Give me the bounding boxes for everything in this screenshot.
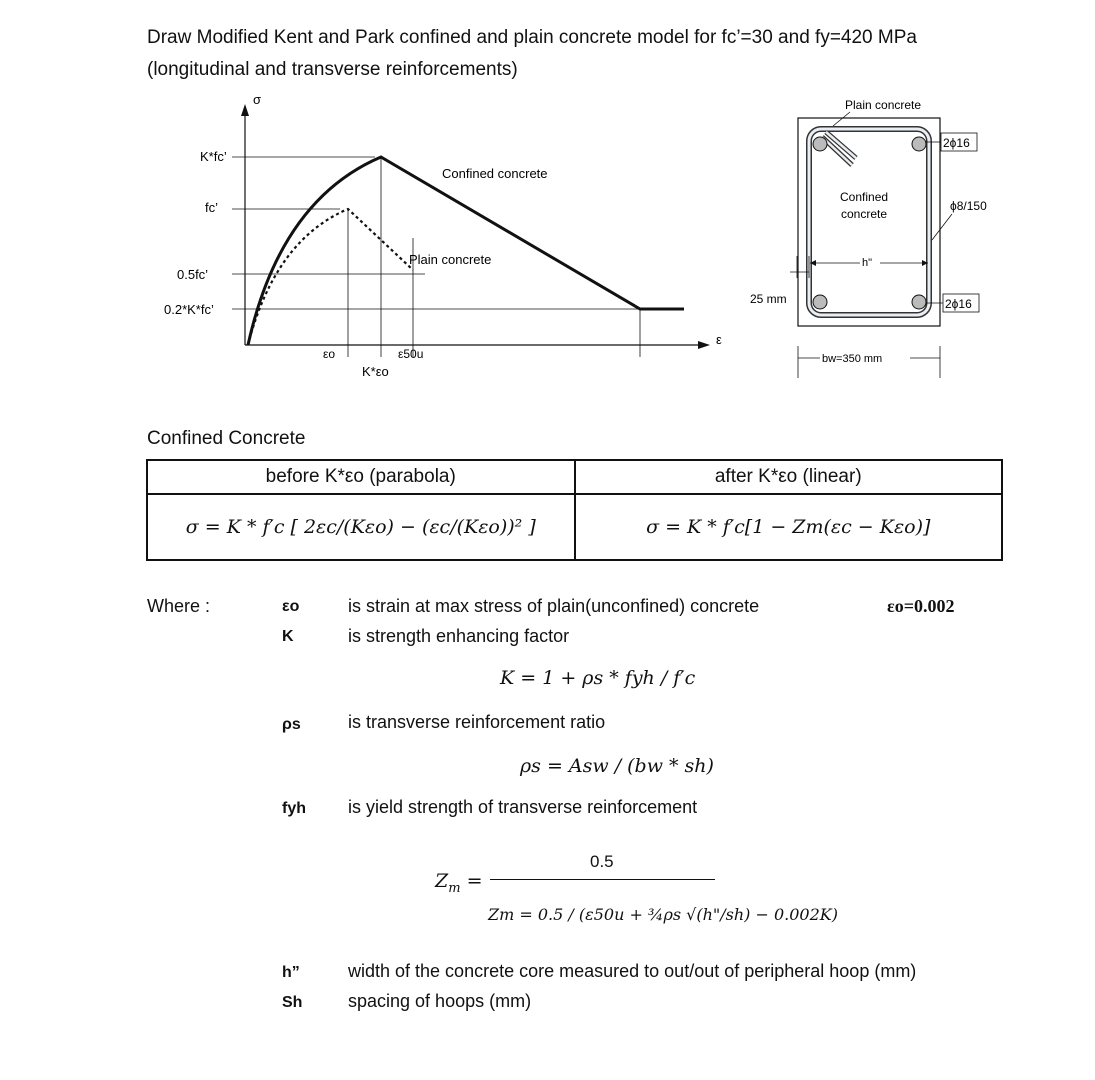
confined-label: Confined concrete bbox=[442, 166, 548, 181]
x-tick-keo: K*εo bbox=[362, 364, 389, 379]
h-symbol: h” bbox=[282, 964, 300, 981]
rho-symbol: ρs bbox=[282, 716, 301, 733]
rebar-top-right bbox=[912, 137, 926, 151]
section-confined-label-1: Confined bbox=[840, 190, 889, 204]
formula-after-text: σ = K * f′c[1 − Zm(εc − Kεo)] bbox=[646, 515, 931, 538]
width-label: bw=350 mm bbox=[822, 353, 883, 365]
formula-before bbox=[147, 494, 575, 560]
rho-desc: is transverse reinforcement ratio bbox=[348, 712, 606, 732]
where-label: Where : bbox=[147, 596, 211, 616]
sh-symbol: Sh bbox=[282, 994, 303, 1011]
rebar-bottom-left bbox=[813, 295, 827, 309]
y-axis-arrow bbox=[241, 104, 249, 116]
cross-section bbox=[750, 98, 987, 378]
rebar-top-left bbox=[813, 137, 827, 151]
k-symbol: K bbox=[282, 628, 294, 645]
eo-symbol: εo bbox=[282, 598, 300, 615]
x-tick-eo: εo bbox=[323, 347, 336, 361]
formula-table bbox=[146, 459, 1003, 561]
y-tick-02kfc: 0.2*K*fc’ bbox=[164, 302, 214, 317]
k-desc: is strength enhancing factor bbox=[348, 626, 570, 646]
sh-desc: spacing of hoops (mm) bbox=[348, 991, 532, 1011]
y-tick-kfc: K*fc’ bbox=[200, 149, 227, 164]
k-formula: K = 1 + ρs * fyh / f′c bbox=[500, 667, 696, 689]
x-axis-label: ε bbox=[716, 332, 722, 347]
col-before-header: before K*εo (parabola) bbox=[147, 460, 575, 494]
x-tick-e50u: ε50u bbox=[398, 347, 424, 361]
y-tick-fc: fc’ bbox=[205, 200, 218, 215]
rebar-bottom-right bbox=[912, 295, 926, 309]
x-axis-arrow bbox=[698, 341, 710, 349]
eo-value: εo=0.002 bbox=[887, 596, 955, 616]
y-tick-half-fc: 0.5fc’ bbox=[177, 267, 209, 282]
plain-curve bbox=[248, 209, 413, 345]
title-line-1: Draw Modified Kent and Park confined and plain concrete model for fc’=30 and fy=420 MPa bbox=[147, 27, 917, 48]
rho-formula: ρs = Asw / (bw * sh) bbox=[520, 755, 714, 777]
bottom-bars-label: 2ϕ16 bbox=[945, 297, 972, 311]
zm-label: $Z_m$ = bbox=[435, 870, 483, 896]
top-bars-label: 2ϕ16 bbox=[943, 136, 970, 150]
stress-strain-diagram bbox=[0, 0, 1095, 420]
h-dim-label: h" bbox=[862, 257, 873, 269]
y-axis-label: σ bbox=[253, 92, 262, 107]
confined-heading: Confined Concrete bbox=[147, 428, 306, 449]
title-line-2: (longitudinal and transverse reinforcements) bbox=[147, 59, 518, 80]
section-confined-label-2: concrete bbox=[841, 207, 888, 221]
formula-after bbox=[575, 494, 1003, 560]
zm-formula: Zm = 0.5 / (ε50u + ¾ρs √(h"/sh) − 0.002K) bbox=[488, 905, 838, 924]
h-desc: width of the concrete core measured to out/out of peripheral hoop (mm) bbox=[348, 961, 917, 981]
zm-numerator: 0.5 bbox=[590, 852, 614, 871]
confined-curve bbox=[248, 157, 684, 345]
zm-fraction-bar bbox=[490, 879, 715, 880]
stirrup-label: ϕ8/150 bbox=[950, 199, 987, 213]
fyh-symbol: fyh bbox=[282, 800, 306, 817]
col-after-header: after K*εo (linear) bbox=[575, 460, 1003, 494]
formula-before-text: σ = K * f′c [ 2εc/(Kεo) − (εc/(Kεo))² ] bbox=[185, 515, 536, 538]
plain-label: Plain concrete bbox=[409, 252, 492, 267]
cover-label: 25 mm bbox=[750, 292, 787, 306]
section-plain-label: Plain concrete bbox=[845, 98, 922, 112]
eo-desc: is strain at max stress of plain(unconfined) concrete bbox=[348, 596, 760, 616]
fyh-desc: is yield strength of transverse reinforcement bbox=[348, 797, 698, 817]
